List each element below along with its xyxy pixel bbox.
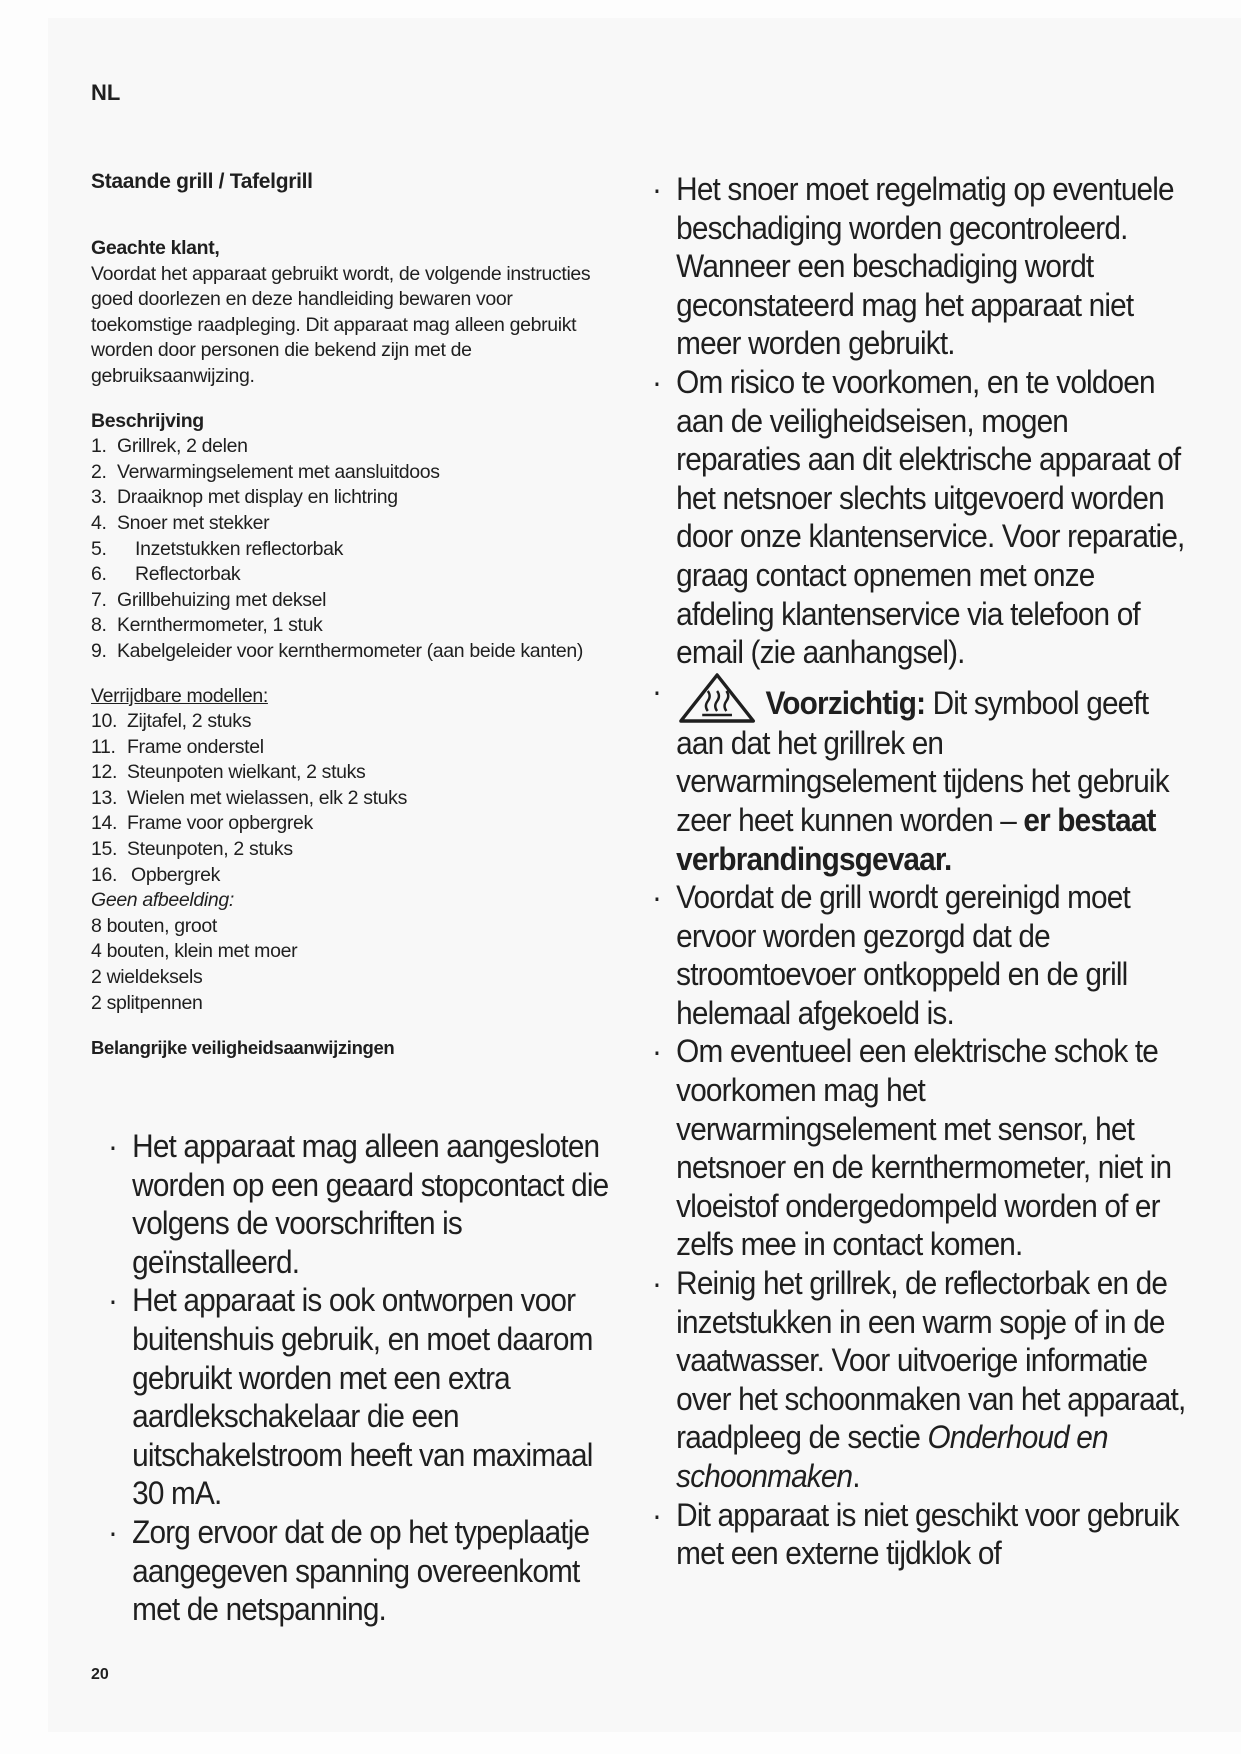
safety-item: · Reinig het grillrek, de reflectorbak en de inzetstukken in een warm sopje of in de vaatwasser. Voor uitvoerige informatie over het schoonmaken van het apparaat, raadpleeg de sectie Onderhoud en schoonmaken. [652, 1265, 1186, 1494]
list-item: 1. Grillrek, 2 delen [91, 435, 248, 458]
no-image-item: 8 bouten, groot [91, 914, 217, 937]
caution-label: Voorzichtig: [765, 684, 926, 721]
no-image-item: 2 splitpennen [91, 991, 203, 1014]
list-item: 11. Frame onderstel [91, 735, 264, 758]
safety-item: · Het apparaat is ook ontworpen voor buitenshuis gebruik, en moet daarom gebruikt worden met een extra aardlekschakelaar die een uitschakelstroom heeft van maximaal 30 mA. [108, 1282, 593, 1512]
list-item: 13. Wielen met wielassen, elk 2 stuks [91, 786, 407, 809]
language-code: NL [91, 80, 121, 105]
safety-item: · Het snoer moet regelmatig op eventuele beschadiging worden gecontroleerd. Wanneer een beschadiging wordt geconstateerd mag het apparaat niet meer worden gebruikt. [652, 171, 1174, 362]
list-item: 14. Frame voor opbergrek [91, 812, 313, 835]
list-item: 4. Snoer met stekker [91, 511, 270, 534]
description-list [91, 434, 611, 664]
left-column [91, 170, 611, 1061]
no-image-item: 2 wieldeksels [91, 966, 203, 989]
description-section [91, 409, 611, 665]
list-item: 10. Zijtafel, 2 stuks [91, 710, 252, 733]
list-item: 2. Verwarmingselement met aansluitdoos [91, 460, 440, 483]
safety-left-list [108, 1127, 610, 1629]
caution-item: · Voorzichtig: Dit symbool geeft aan dat het grillrek en verwarmingselement tijdens het gebruik zeer heet kunnen worden – er bestaat verbrandingsgevaar. [652, 672, 1169, 877]
safety-item: · Zorg ervoor dat de op het typeplaatje aangegeven spanning overeenkomt met de netspanning. [108, 1513, 590, 1628]
document-title: Staande grill / Tafelgrill [91, 170, 313, 193]
safety-item: · Om eventueel een elektrische schok te voorkomen mag het verwarmingselement met sensor, het netsnoer en de kernthermometer, niet in vloeistof ondergedompeld worden of er zelfs mee in contact komen. [652, 1033, 1172, 1263]
burn-hazard-emphasis: er bestaat verbrandingsgevaar. [676, 801, 1156, 877]
list-item: 7. Grillbehuizing met deksel [91, 588, 327, 611]
mobile-models-section [91, 684, 611, 1017]
intro-text: Voordat het apparaat gebruikt wordt, de volgende instructies goed doorlezen en deze handleiding bewaren voor toekomstige raadpleging. Dit apparaat mag alleen gebruikt worden door personen die bekend zijn met de gebruiksaanwijzing. [91, 262, 591, 387]
list-item: 9. Kabelgeleider voor kernthermometer (aan beide kanten) [91, 639, 583, 662]
intro-section [91, 236, 611, 390]
no-image-label: Geen afbeelding: [91, 889, 234, 912]
safety-item: · Om risico te voorkomen, en te voldoen aan de veiligheidseisen, mogen reparaties aan dit elektrische apparaat of het netsnoer slechts uitgevoerd worden door onze klantenservice. Voor reparatie, graag contact opnemen met onze afdeling klantenservice via telefoon of email (zie aanhangsel). [652, 363, 1185, 671]
mobile-models-heading: Verrijdbare modellen: [91, 684, 268, 707]
list-item: 3. Draaiknop met display en lichtring [91, 486, 398, 509]
safety-item: · Dit apparaat is niet geschikt voor gebruik met een externe tijdklok of [652, 1496, 1179, 1572]
safety-item: · Het apparaat mag alleen aangesloten worden op een geaard stopcontact die volgens de voorschriften is geïnstalleerd. [108, 1128, 609, 1280]
safety-item: · Voordat de grill wordt gereinigd moet ervoor worden gezorgd dat de stroomtoevoer ontkoppeld en de grill helemaal afgekoeld is. [652, 879, 1130, 1031]
list-item: 5. Inzetstukken reflectorbak [91, 537, 344, 560]
mobile-models-list [91, 709, 611, 888]
greeting: Geachte klant, [91, 237, 220, 259]
list-item: 15. Steunpoten, 2 stuks [91, 838, 293, 861]
list-item: 8. Kernthermometer, 1 stuk [91, 614, 323, 637]
hot-surface-warning-icon [678, 672, 756, 724]
right-column [652, 170, 1191, 1573]
section-reference: Onderhoud en schoonmaken [676, 1419, 1108, 1494]
page-number: 20 [91, 1666, 109, 1683]
no-image-item: 4 bouten, klein met moer [91, 940, 298, 963]
safety-heading: Belangrijke veiligheidsaanwijzingen [91, 1037, 395, 1059]
list-item: 6. Reflectorbak [91, 563, 241, 586]
list-item: 16. Opbergrek [91, 863, 220, 886]
list-item: 12. Steunpoten wielkant, 2 stuks [91, 761, 366, 784]
description-heading: Beschrijving [91, 409, 204, 432]
